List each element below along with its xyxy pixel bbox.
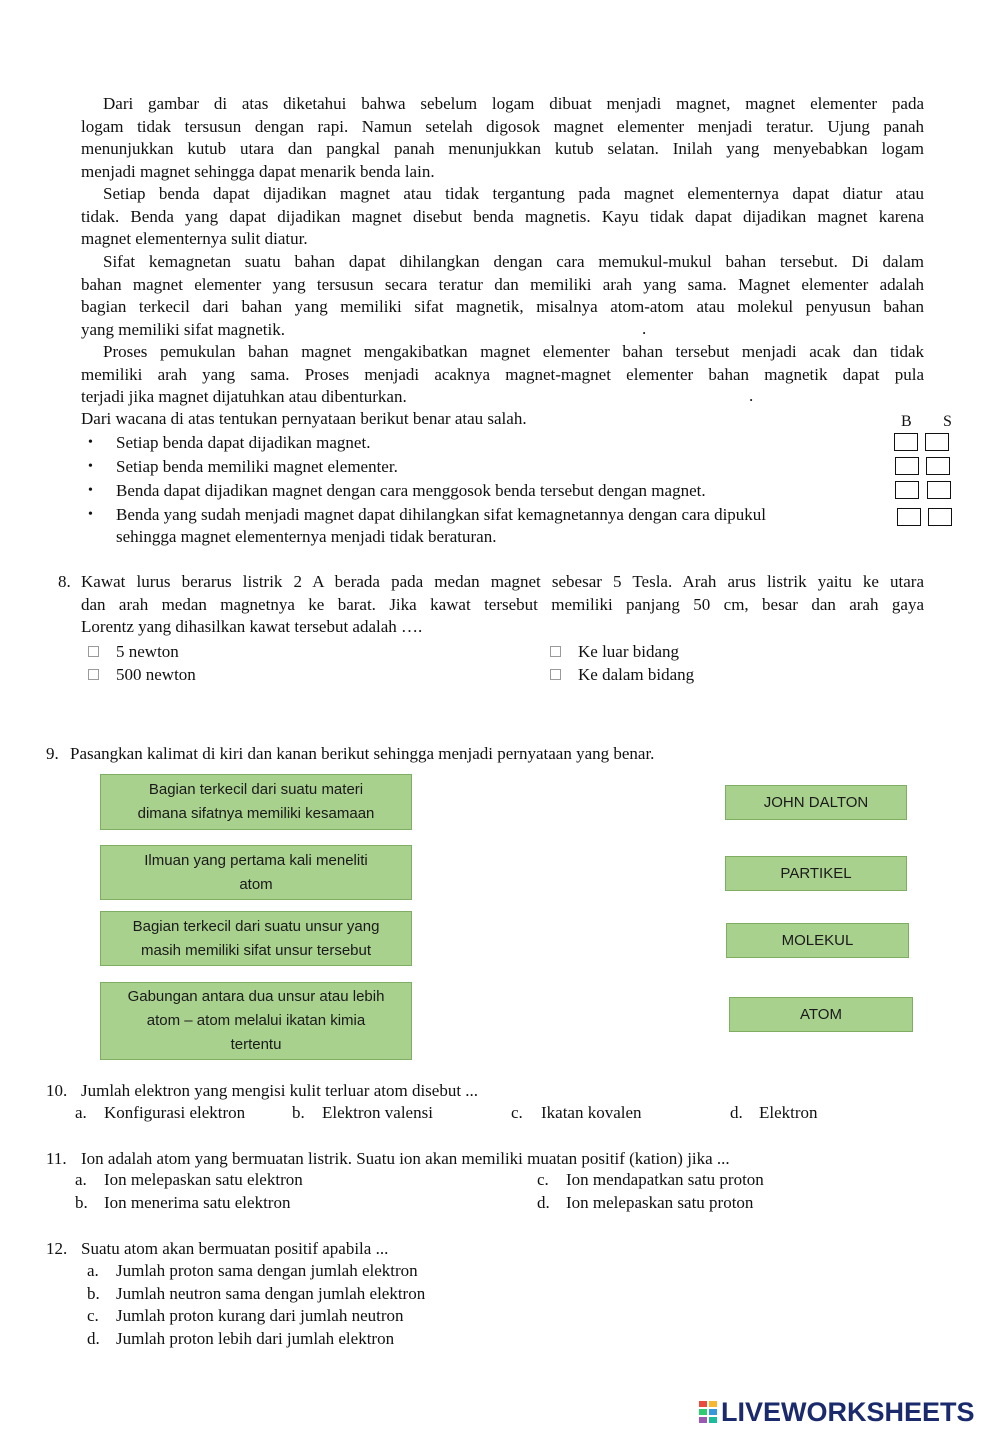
text-line: Dari gambar di atas diketahui bahwa sebelum logam dibuat menjadi magnet, magnet elementer pada	[103, 94, 924, 113]
match-right-john-dalton[interactable]	[725, 785, 907, 820]
match-right-atom[interactable]	[729, 997, 913, 1032]
match-left-2-text	[144, 849, 367, 897]
text-line: Sifat kemagnetan suatu bahan dapat dihilangkan dengan cara memukul-mukul bahan tersebut. Di dalam	[103, 252, 924, 271]
question-8-number: 8.	[58, 572, 71, 591]
answer-box-salah-2[interactable]	[926, 457, 950, 475]
checkbox-5-newton[interactable]	[88, 646, 99, 657]
option-b-text[interactable]: Jumlah neutron sama dengan jumlah elektron	[116, 1284, 426, 1303]
checkbox-500-newton[interactable]	[88, 669, 99, 680]
intro-paragraph-1	[81, 93, 924, 183]
text-line: bagian terkecil dari bahan yang memiliki sifat magnetik, misalnya atom-atom atau molekul penyusun bahan	[81, 297, 924, 316]
text-line: yang memiliki sifat magnetik.	[81, 319, 285, 339]
text-line: menunjukkan kutub utara dan pangkal panah menunjukkan kutub selatan. Inilah yang menyebabkan logam	[81, 139, 924, 158]
option-label: Ke luar bidang	[578, 642, 680, 661]
match-right-label: ATOM	[800, 1005, 842, 1023]
logo-block	[698, 1408, 708, 1416]
bullet-icon: •	[88, 507, 93, 522]
statement-4-continued: sehingga magnet elementernya menjadi tidak beraturan.	[116, 527, 497, 546]
question-12-number: 12.	[46, 1239, 68, 1258]
option-letter: a.	[87, 1261, 99, 1280]
statement-4: Benda yang sudah menjadi magnet dapat dihilangkan sifat kemagnetannya dengan cara dipukul	[116, 505, 767, 524]
truefalse-instruction: Dari wacana di atas tentukan pernyataan berikut benar atau salah.	[81, 409, 527, 428]
text-line: Ilmuan yang pertama kali meneliti	[144, 851, 368, 869]
bullet-icon: •	[88, 435, 93, 450]
column-header-salah: S	[943, 413, 952, 430]
match-left-1[interactable]	[100, 774, 412, 830]
match-right-partikel[interactable]	[725, 856, 907, 891]
intro-paragraph-3	[81, 251, 924, 341]
option-letter: d.	[730, 1103, 743, 1122]
match-right-label: PARTIKEL	[780, 864, 852, 882]
text-line: tertentu	[230, 1036, 282, 1053]
answer-box-salah-1[interactable]	[925, 433, 949, 451]
text-line: magnet elementernya sulit diatur.	[81, 229, 308, 248]
option-a-text[interactable]: Jumlah proton sama dengan jumlah elektron	[116, 1261, 418, 1280]
option-letter: c.	[511, 1103, 523, 1122]
text-line: bahan magnet elementer yang tersusun secara teratur dan memiliki arah yang sama. Magnet elementer adalah	[81, 274, 924, 294]
checkbox-ke-dalam-bidang[interactable]	[550, 669, 561, 680]
answer-box-benar-2[interactable]	[895, 457, 919, 475]
answer-box-benar-4[interactable]	[897, 508, 921, 526]
match-left-2[interactable]	[100, 845, 412, 900]
text-line: terjadi jika magnet dijatuhkan atau dibenturkan.	[81, 387, 407, 406]
answer-box-benar-3[interactable]	[895, 481, 919, 499]
text-line: memiliki arah yang sama. Proses menjadi acaknya magnet-magnet elementer bahan magnetik dapat pula	[81, 364, 924, 384]
logo-block	[708, 1408, 718, 1416]
statement-2: Setiap benda memiliki magnet elementer.	[116, 457, 398, 476]
option-letter: b.	[87, 1284, 100, 1303]
match-left-3-text	[133, 915, 380, 963]
liveworksheets-logo-icon	[698, 1400, 718, 1424]
answer-box-benar-1[interactable]	[894, 433, 918, 451]
option-label: 500 newton	[116, 665, 196, 684]
question-10-text: Jumlah elektron yang mengisi kulit terluar atom disebut ...	[81, 1081, 479, 1100]
text-line: logam tidak tersusun dengan rapi. Namun setelah digosok magnet elementer menjadi teratur. Ujung panah	[81, 116, 924, 136]
option-b-text[interactable]: Ion menerima satu elektron	[104, 1193, 291, 1212]
column-header-benar: B	[901, 413, 912, 430]
match-right-label: JOHN DALTON	[763, 793, 869, 811]
intro-paragraph-2	[81, 183, 924, 251]
text-line: tidak. Benda yang dapat dijadikan magnet disebut benda magnetis. Kayu tidak dapat dijadikan magnet karena	[81, 206, 924, 226]
text-line: Bagian terkecil dari suatu unsur yang	[132, 917, 380, 935]
logo-block	[698, 1400, 708, 1408]
text-line: menjadi magnet sehingga dapat menarik benda lain.	[81, 161, 435, 181]
text-line: masih memiliki sifat unsur tersebut	[140, 941, 372, 959]
option-c-text[interactable]: Ion mendapatkan satu proton	[566, 1170, 764, 1189]
match-left-4[interactable]	[100, 982, 412, 1060]
option-a-text[interactable]: Konfigurasi elektron	[104, 1103, 246, 1122]
option-letter: b.	[292, 1103, 305, 1122]
text-line: atom – atom melalui ikatan kimia	[146, 1012, 366, 1029]
intro-paragraph-4	[81, 341, 924, 409]
answer-box-salah-3[interactable]	[927, 481, 951, 499]
option-letter: c.	[87, 1306, 99, 1325]
text-line: Lorentz yang dihasilkan kawat tersebut adalah ….	[81, 617, 423, 636]
question-9-number: 9.	[46, 744, 59, 763]
option-letter: c.	[537, 1170, 549, 1189]
question-12-text: Suatu atom akan bermuatan positif apabila ...	[81, 1239, 389, 1258]
logo-block	[698, 1416, 708, 1424]
bullet-icon: •	[88, 483, 93, 498]
question-10-number: 10.	[46, 1081, 68, 1100]
bullet-icon: •	[88, 459, 93, 474]
option-d-text[interactable]: Ion melepaskan satu proton	[566, 1193, 754, 1212]
option-letter: a.	[75, 1103, 87, 1122]
logo-block	[708, 1400, 718, 1408]
text-line: dimana sifatnya memiliki kesamaan	[137, 805, 375, 822]
statement-3: Benda dapat dijadikan magnet dengan cara menggosok benda tersebut dengan magnet.	[116, 481, 706, 500]
text-line: dan arah medan magnetnya ke barat. Jika kawat tersebut memiliki panjang 50 cm, besar dan arah gaya	[81, 594, 924, 614]
option-letter: a.	[75, 1170, 87, 1189]
question-11-number: 11.	[46, 1149, 67, 1168]
text-line: Setiap benda dapat dijadikan magnet atau tidak tergantung pada magnet elementernya dapat diatur atau	[103, 184, 924, 203]
match-left-3[interactable]	[100, 911, 412, 966]
option-c-text[interactable]: Jumlah proton kurang dari jumlah neutron	[116, 1306, 404, 1325]
answer-box-salah-4[interactable]	[928, 508, 952, 526]
option-letter: b.	[75, 1193, 88, 1212]
text-line: Kawat lurus berarus listrik 2 A berada pada medan magnet sebesar 5 Tesla. Arah arus listrik yaitu ke utara	[81, 572, 924, 591]
question-9-text: Pasangkan kalimat di kiri dan kanan berikut sehingga menjadi pernyataan yang benar.	[70, 744, 655, 763]
option-a-text[interactable]: Ion melepaskan satu elektron	[104, 1170, 303, 1189]
text-line: atom	[239, 875, 273, 893]
option-label: 5 newton	[116, 642, 179, 661]
option-letter: d.	[537, 1193, 550, 1212]
option-d-text[interactable]: Jumlah proton lebih dari jumlah elektron	[116, 1329, 395, 1348]
stray-dot: .	[749, 386, 754, 405]
match-right-label: MOLEKUL	[781, 931, 854, 949]
text-line: Proses pemukulan bahan magnet mengakibatkan magnet elementer bahan tersebut menjadi acak dan tidak	[103, 342, 924, 361]
option-d-text[interactable]: Elektron	[759, 1103, 818, 1122]
option-label: Ke dalam bidang	[578, 665, 695, 684]
option-letter: d.	[87, 1329, 100, 1348]
checkbox-ke-luar-bidang[interactable]	[550, 646, 561, 657]
question-11-text: Ion adalah atom yang bermuatan listrik. Suatu ion akan memiliki muatan positif (kation) jika ...	[81, 1149, 730, 1168]
match-right-molekul[interactable]	[726, 923, 909, 958]
match-left-1-text	[138, 778, 375, 826]
match-left-4-text	[128, 985, 385, 1057]
statement-1: Setiap benda dapat dijadikan magnet.	[116, 433, 371, 452]
text-line: Bagian terkecil dari suatu materi	[148, 781, 364, 798]
stray-dot: .	[642, 319, 647, 338]
option-c-text[interactable]: Ikatan kovalen	[541, 1103, 642, 1122]
text-line: Gabungan antara dua unsur atau lebih	[127, 988, 385, 1005]
question-8-text	[81, 571, 924, 639]
option-b-text[interactable]: Elektron valensi	[322, 1103, 433, 1122]
liveworksheets-logo-text: LIVEWORKSHEETS	[721, 1396, 975, 1427]
logo-block	[708, 1416, 718, 1424]
liveworksheets-logo	[698, 1392, 975, 1432]
